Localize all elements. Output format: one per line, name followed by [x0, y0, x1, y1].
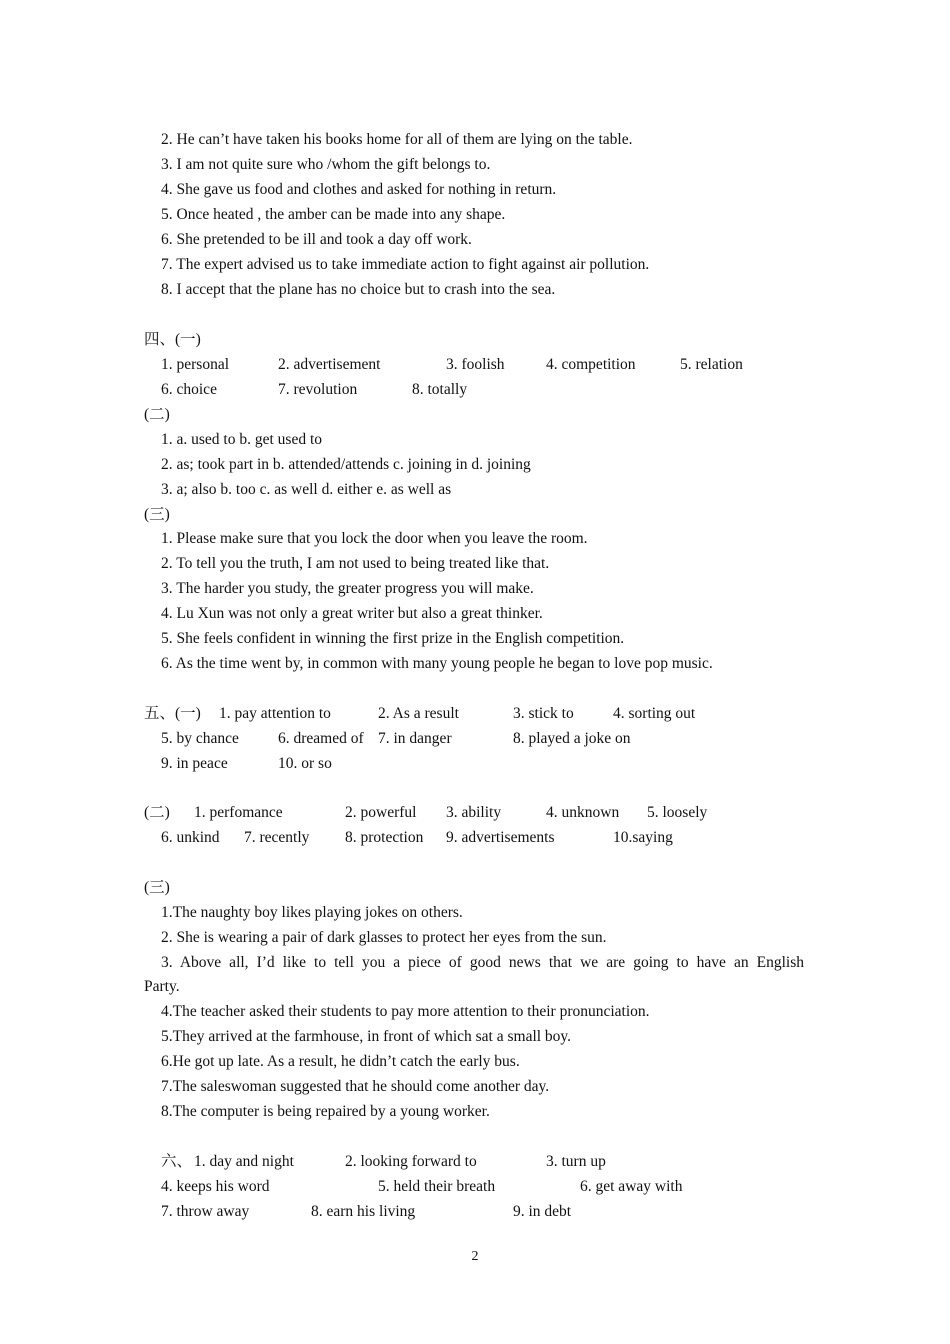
answer-sentence: 5. Once heated , the amber can be made into any shape. [161, 206, 506, 223]
answer-item: 5. by chance [161, 730, 239, 747]
answer-sentence: 8.The computer is being repaired by a young worker. [161, 1103, 490, 1120]
answer-sentence: 3. I am not quite sure who /whom the gift belongs to. [161, 156, 491, 173]
answer-item: 1. pay attention to [219, 705, 331, 722]
answer-sentence: 8. I accept that the plane has no choice but to crash into the sea. [161, 281, 556, 298]
answer-item: 2. looking forward to [345, 1153, 477, 1170]
answer-sentence: 3. a; also b. too c. as well d. either e. as well as [161, 481, 452, 498]
answer-sentence: 5.They arrived at the farmhouse, in front of which sat a small boy. [161, 1028, 572, 1045]
answer-item: 8. protection [345, 829, 424, 846]
answer-item: 9. advertisements [446, 829, 555, 846]
answer-item: 3. turn up [546, 1153, 606, 1170]
subsection-heading: (二) [144, 804, 170, 821]
page-number: 2 [471, 1249, 479, 1264]
answer-item: 9. in peace [161, 755, 228, 772]
section-heading-5: 五、(一) [144, 705, 201, 722]
subsection-heading: (三) [144, 506, 170, 523]
answer-item: 10.saying [613, 829, 673, 846]
section-heading-4: 四、(一) [144, 331, 201, 348]
answer-sentence: 2. as; took part in b. attended/attends c. joining in d. joining [161, 456, 531, 473]
answer-item: 5. loosely [647, 804, 708, 821]
answer-item: 7. throw away [161, 1203, 250, 1220]
answer-sentence: 7. The expert advised us to take immediate action to fight against air pollution. [161, 256, 650, 273]
section-heading-6: 六、 [161, 1153, 193, 1170]
answer-item: 1. day and night [194, 1153, 294, 1170]
answer-item: 7. recently [244, 829, 310, 846]
answer-sentence: 1. a. used to b. get used to [161, 431, 323, 448]
answer-item: 4. sorting out [613, 705, 696, 722]
answer-sentence: 2. She is wearing a pair of dark glasses to protect her eyes from the sun. [161, 929, 607, 946]
answer-item: 3. foolish [446, 356, 505, 373]
subsection-heading: (三) [144, 879, 170, 896]
answer-item: 8. totally [412, 381, 468, 398]
answer-sentence: 4.The teacher asked their students to pay more attention to their pronunciation. [161, 1003, 650, 1020]
answer-item: 2. powerful [345, 804, 417, 821]
answer-sentence: 1.The naughty boy likes playing jokes on others. [161, 904, 463, 921]
answer-item: 8. played a joke on [513, 730, 631, 747]
answer-item: 3. ability [446, 804, 502, 821]
answer-item: 7. revolution [278, 381, 358, 398]
answer-item: 6. unkind [161, 829, 220, 846]
answer-item: 2. advertisement [278, 356, 381, 373]
answer-item: 6. get away with [580, 1178, 683, 1195]
answer-item: 1. personal [161, 356, 230, 373]
answer-item: 3. stick to [513, 705, 574, 722]
answer-sentence: 4. She gave us food and clothes and asked for nothing in return. [161, 181, 557, 198]
answer-sentence: 6. As the time went by, in common with many young people he began to love pop music. [161, 655, 713, 672]
answer-sentence-continued: Party. [144, 978, 180, 995]
answer-sentence: 4. Lu Xun was not only a great writer but also a great thinker. [161, 605, 543, 622]
answer-item: 6. dreamed of [278, 730, 364, 747]
answer-sentence: 6. She pretended to be ill and took a day off work. [161, 231, 472, 248]
answer-item: 10. or so [278, 755, 332, 772]
answer-item: 6. choice [161, 381, 217, 398]
answer-sentence: 7.The saleswoman suggested that he should come another day. [161, 1078, 550, 1095]
answer-item: 4. competition [546, 356, 636, 373]
answer-item: 2. As a result [378, 705, 459, 722]
answer-item: 9. in debt [513, 1203, 572, 1220]
answer-item: 7. in danger [378, 730, 452, 747]
answer-item: 4. unknown [546, 804, 620, 821]
answer-item: 8. earn his living [311, 1203, 416, 1220]
answer-item: 5. held their breath [378, 1178, 496, 1195]
answer-sentence: 2. To tell you the truth, I am not used to being treated like that. [161, 555, 550, 572]
answer-sentence: 2. He can’t have taken his books home for all of them are lying on the table. [161, 131, 633, 148]
answer-item: 4. keeps his word [161, 1178, 270, 1195]
answer-sentence: 6.He got up late. As a result, he didn’t catch the early bus. [161, 1053, 520, 1070]
answer-sentence: 1. Please make sure that you lock the door when you leave the room. [161, 530, 588, 547]
subsection-heading: (二) [144, 406, 170, 423]
answer-sentence: 3. Above all, I’d like to tell you a piece of good news that we are going to have an English [161, 954, 804, 971]
answer-item: 1. perfomance [194, 804, 283, 821]
answer-item: 5. relation [680, 356, 743, 373]
answer-sentence: 5. She feels confident in winning the first prize in the English competition. [161, 630, 625, 647]
answer-sentence: 3. The harder you study, the greater progress you will make. [161, 580, 534, 597]
